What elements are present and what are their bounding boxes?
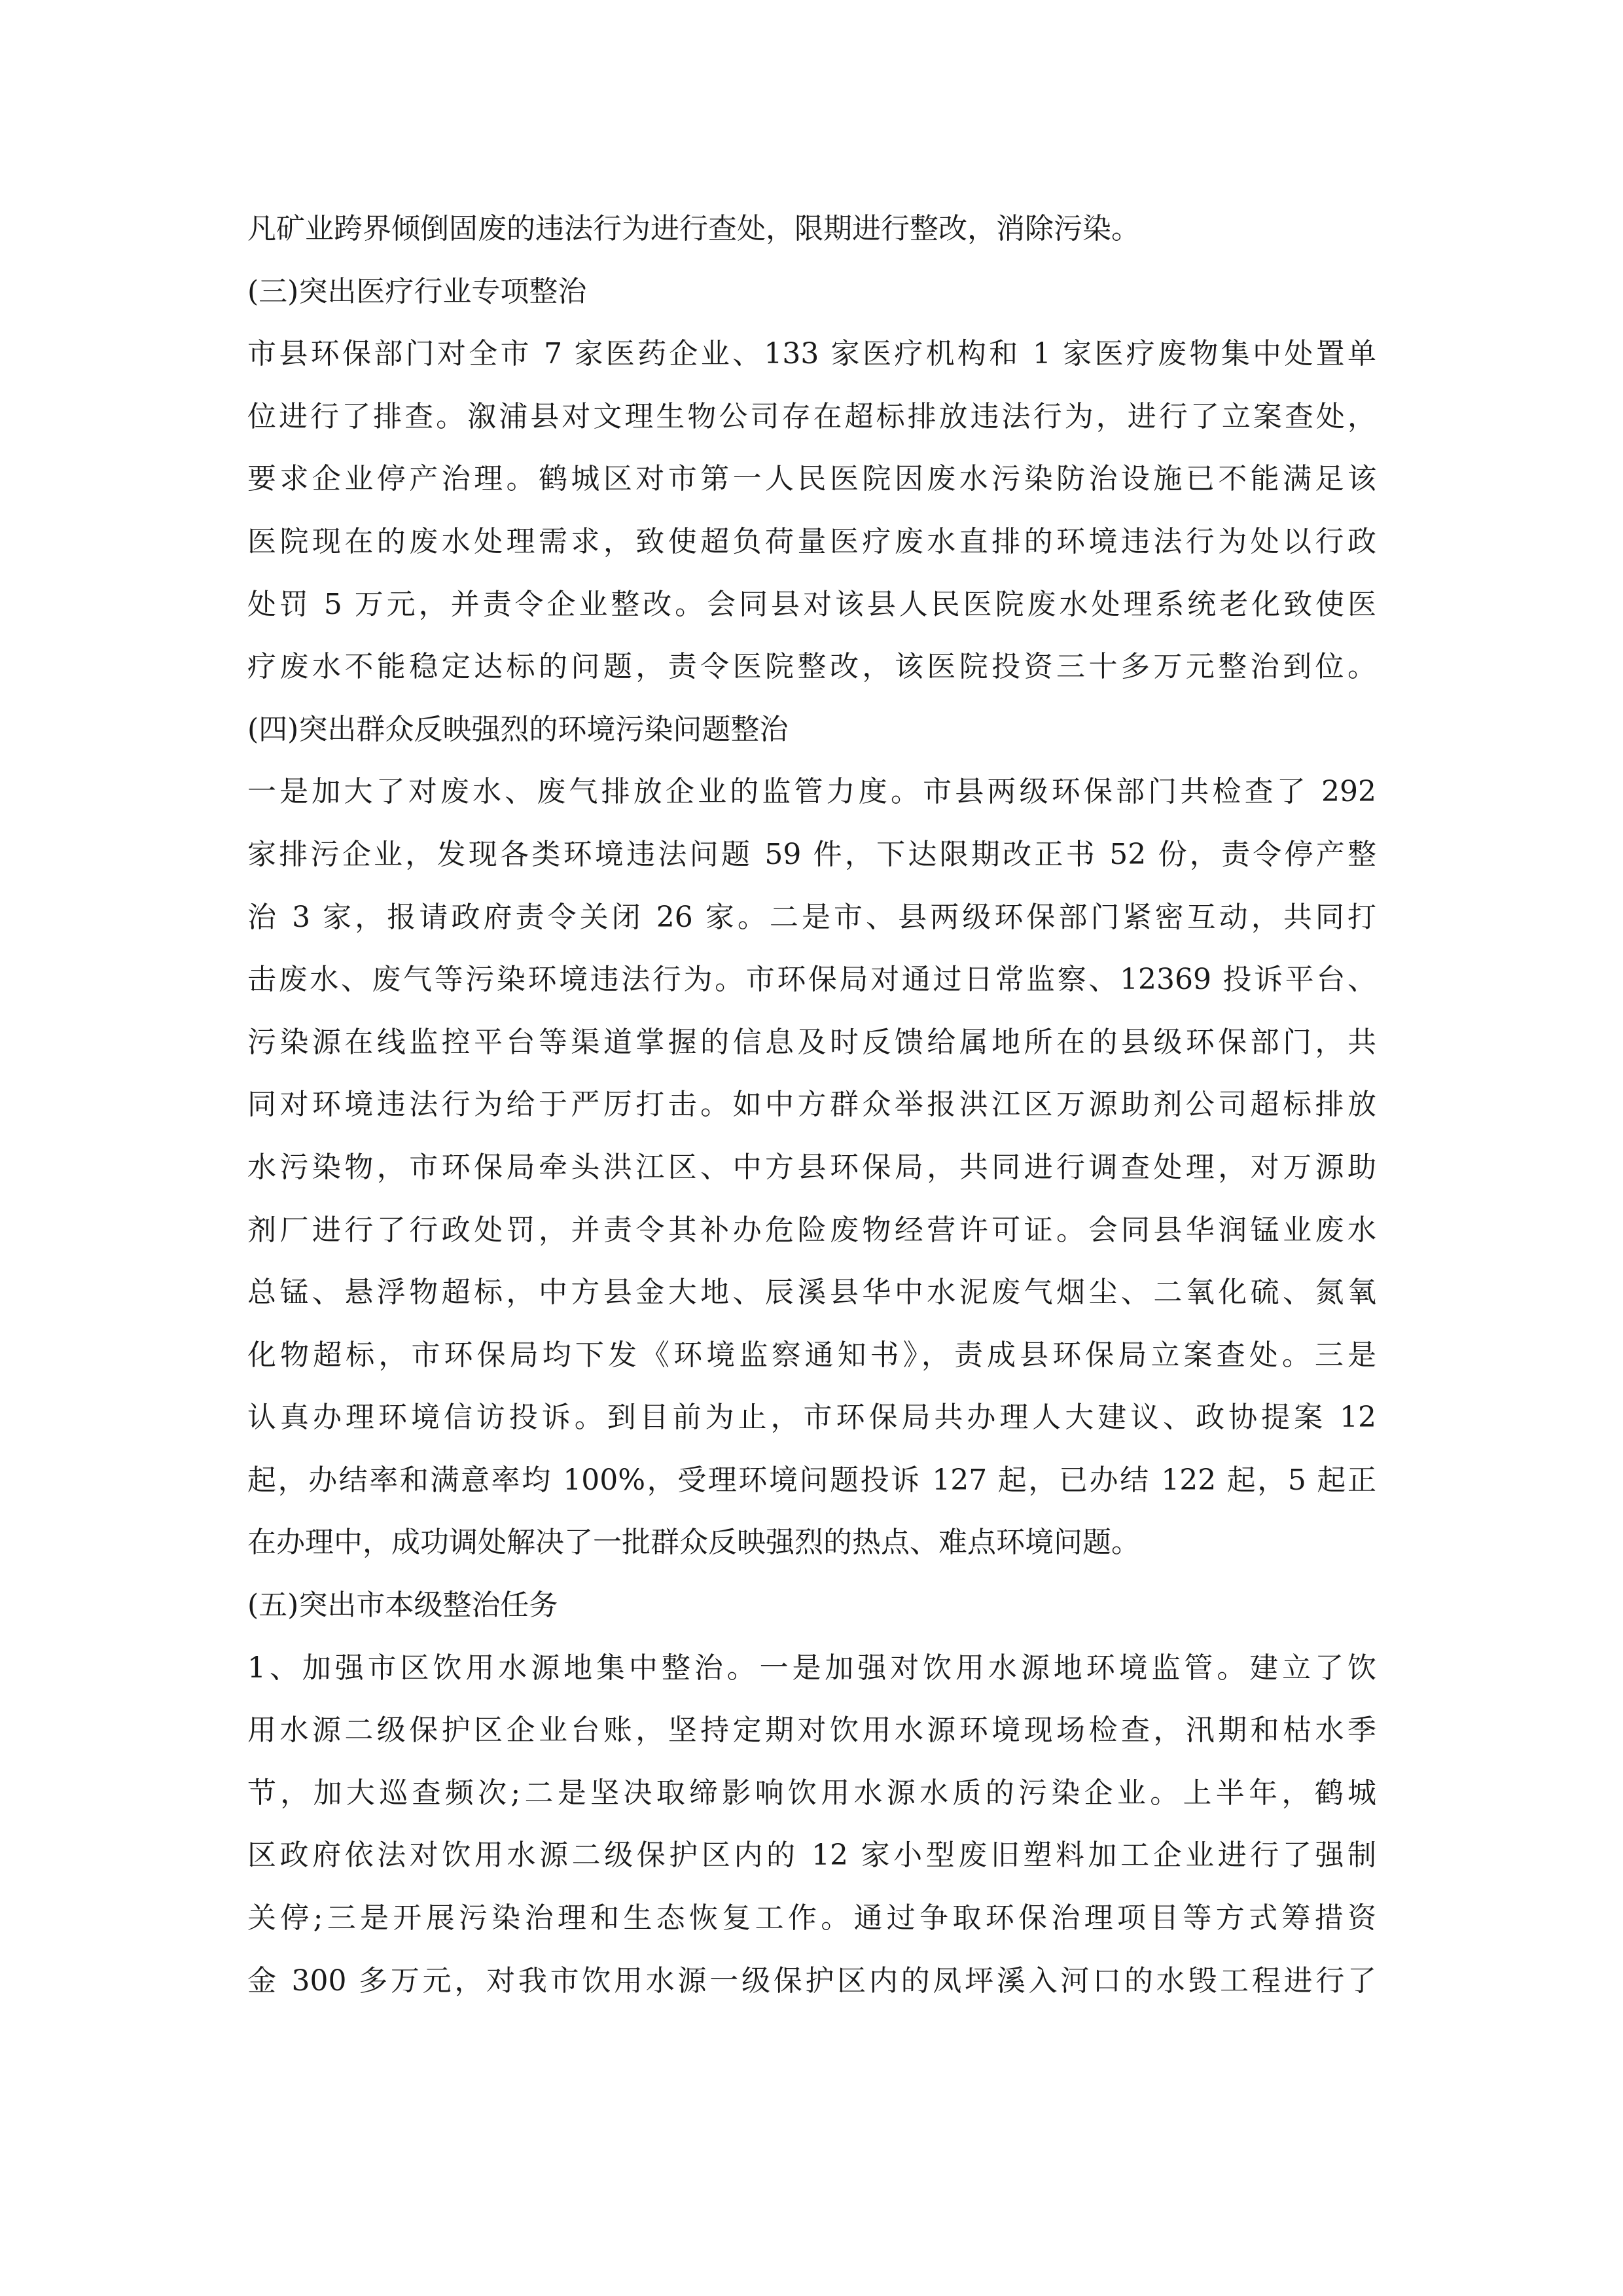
- paragraph-line: 要求企业停产治理。鹤城区对市第一人民医院因废水污染防治设施已不能满足该: [247, 462, 1376, 496]
- paragraph-line: 剂厂进行了行政处罚，并责令其补办危险废物经营许可证。会同县华润锰业废水: [247, 1213, 1376, 1247]
- paragraph-line: 医院现在的废水处理需求，致使超负荷量医疗废水直排的环境违法行为处以行政: [247, 524, 1376, 558]
- paragraph-line: 区政府依法对饮用水源二级保护区内的 12 家小型废旧塑料加工企业进行了强制: [247, 1839, 1376, 1873]
- paragraph-line: 疗废水不能稳定达标的问题，责令医院整改，该医院投资三十多万元整治到位。: [247, 650, 1376, 684]
- paragraph-line: 处罚 5 万元，并责令企业整改。会同县对该县人民医院废水处理系统老化致使医: [247, 587, 1376, 621]
- paragraph-line: 化物超标，市环保局均下发《环境监察通知书》，责成县环保局立案查处。三是: [247, 1338, 1376, 1372]
- section-heading: (四)突出群众反映强烈的环境污染问题整治: [247, 712, 789, 746]
- paragraph-line: 击废水、废气等污染环境违法行为。市环保局对通过日常监察、12369 投诉平台、: [247, 963, 1376, 997]
- paragraph-line: 用水源二级保护区企业台账，坚持定期对饮用水源环境现场检查，汛期和枯水季: [247, 1713, 1376, 1748]
- section-heading: (三)突出医疗行业专项整治: [247, 274, 587, 308]
- paragraph-line: 水污染物，市环保局牵头洪江区、中方县环保局，共同进行调查处理，对万源助: [247, 1150, 1376, 1184]
- paragraph-line: 关停;三是开展污染治理和生态恢复工作。通过争取环保治理项目等方式筹措资: [247, 1901, 1376, 1935]
- paragraph-line: 污染源在线监控平台等渠道掌握的信息及时反馈给属地所在的县级环保部门，共: [247, 1025, 1376, 1059]
- paragraph-line: 金 300 多万元，对我市饮用水源一级保护区内的凤坪溪入河口的水毁工程进行了: [247, 1964, 1376, 1998]
- section-heading: (五)突出市本级整治任务: [247, 1588, 558, 1623]
- paragraph-line: 1、加强市区饮用水源地集中整治。一是加强对饮用水源地环境监管。建立了饮: [247, 1651, 1376, 1685]
- paragraph-line: 凡矿业跨界倾倒固废的违法行为进行查处，限期进行整改，消除污染。: [247, 212, 1140, 245]
- paragraph-line: 位进行了排查。溆浦县对文理生物公司存在超标排放违法行为，进行了立案查处，: [247, 399, 1376, 433]
- paragraph-line: 同对环境违法行为给于严厉打击。如中方群众举报洪江区万源助剂公司超标排放: [247, 1088, 1376, 1122]
- paragraph-line: 家排污企业，发现各类环境违法问题 59 件，下达限期改正书 52 份，责令停产整: [247, 837, 1376, 871]
- paragraph-line: 总锰、悬浮物超标，中方县金大地、辰溪县华中水泥废气烟尘、二氧化硫、氮氧: [247, 1276, 1376, 1310]
- paragraph-line: 市县环保部门对全市 7 家医药企业、133 家医疗机构和 1 家医疗废物集中处置单: [247, 337, 1376, 371]
- paragraph-line: 起，办结率和满意率均 100%，受理环境问题投诉 127 起，已办结 122 起，5 起正: [247, 1463, 1376, 1497]
- paragraph-line: 认真办理环境信访投诉。到目前为止，市环保局共办理人大建议、政协提案 12: [247, 1401, 1376, 1435]
- paragraph-line: 一是加大了对废水、废气排放企业的监管力度。市县两级环保部门共检查了 292: [247, 775, 1376, 809]
- paragraph-line: 在办理中，成功调处解决了一批群众反映强烈的热点、难点环境问题。: [247, 1526, 1140, 1560]
- paragraph-line: 治 3 家，报请政府责令关闭 26 家。二是市、县两级环保部门紧密互动，共同打: [247, 900, 1376, 934]
- body-text: [247, 198, 1376, 2012]
- paragraph-line: 节，加大巡查频次;二是坚决取缔影响饮用水源水质的污染企业。上半年，鹤城: [247, 1776, 1376, 1810]
